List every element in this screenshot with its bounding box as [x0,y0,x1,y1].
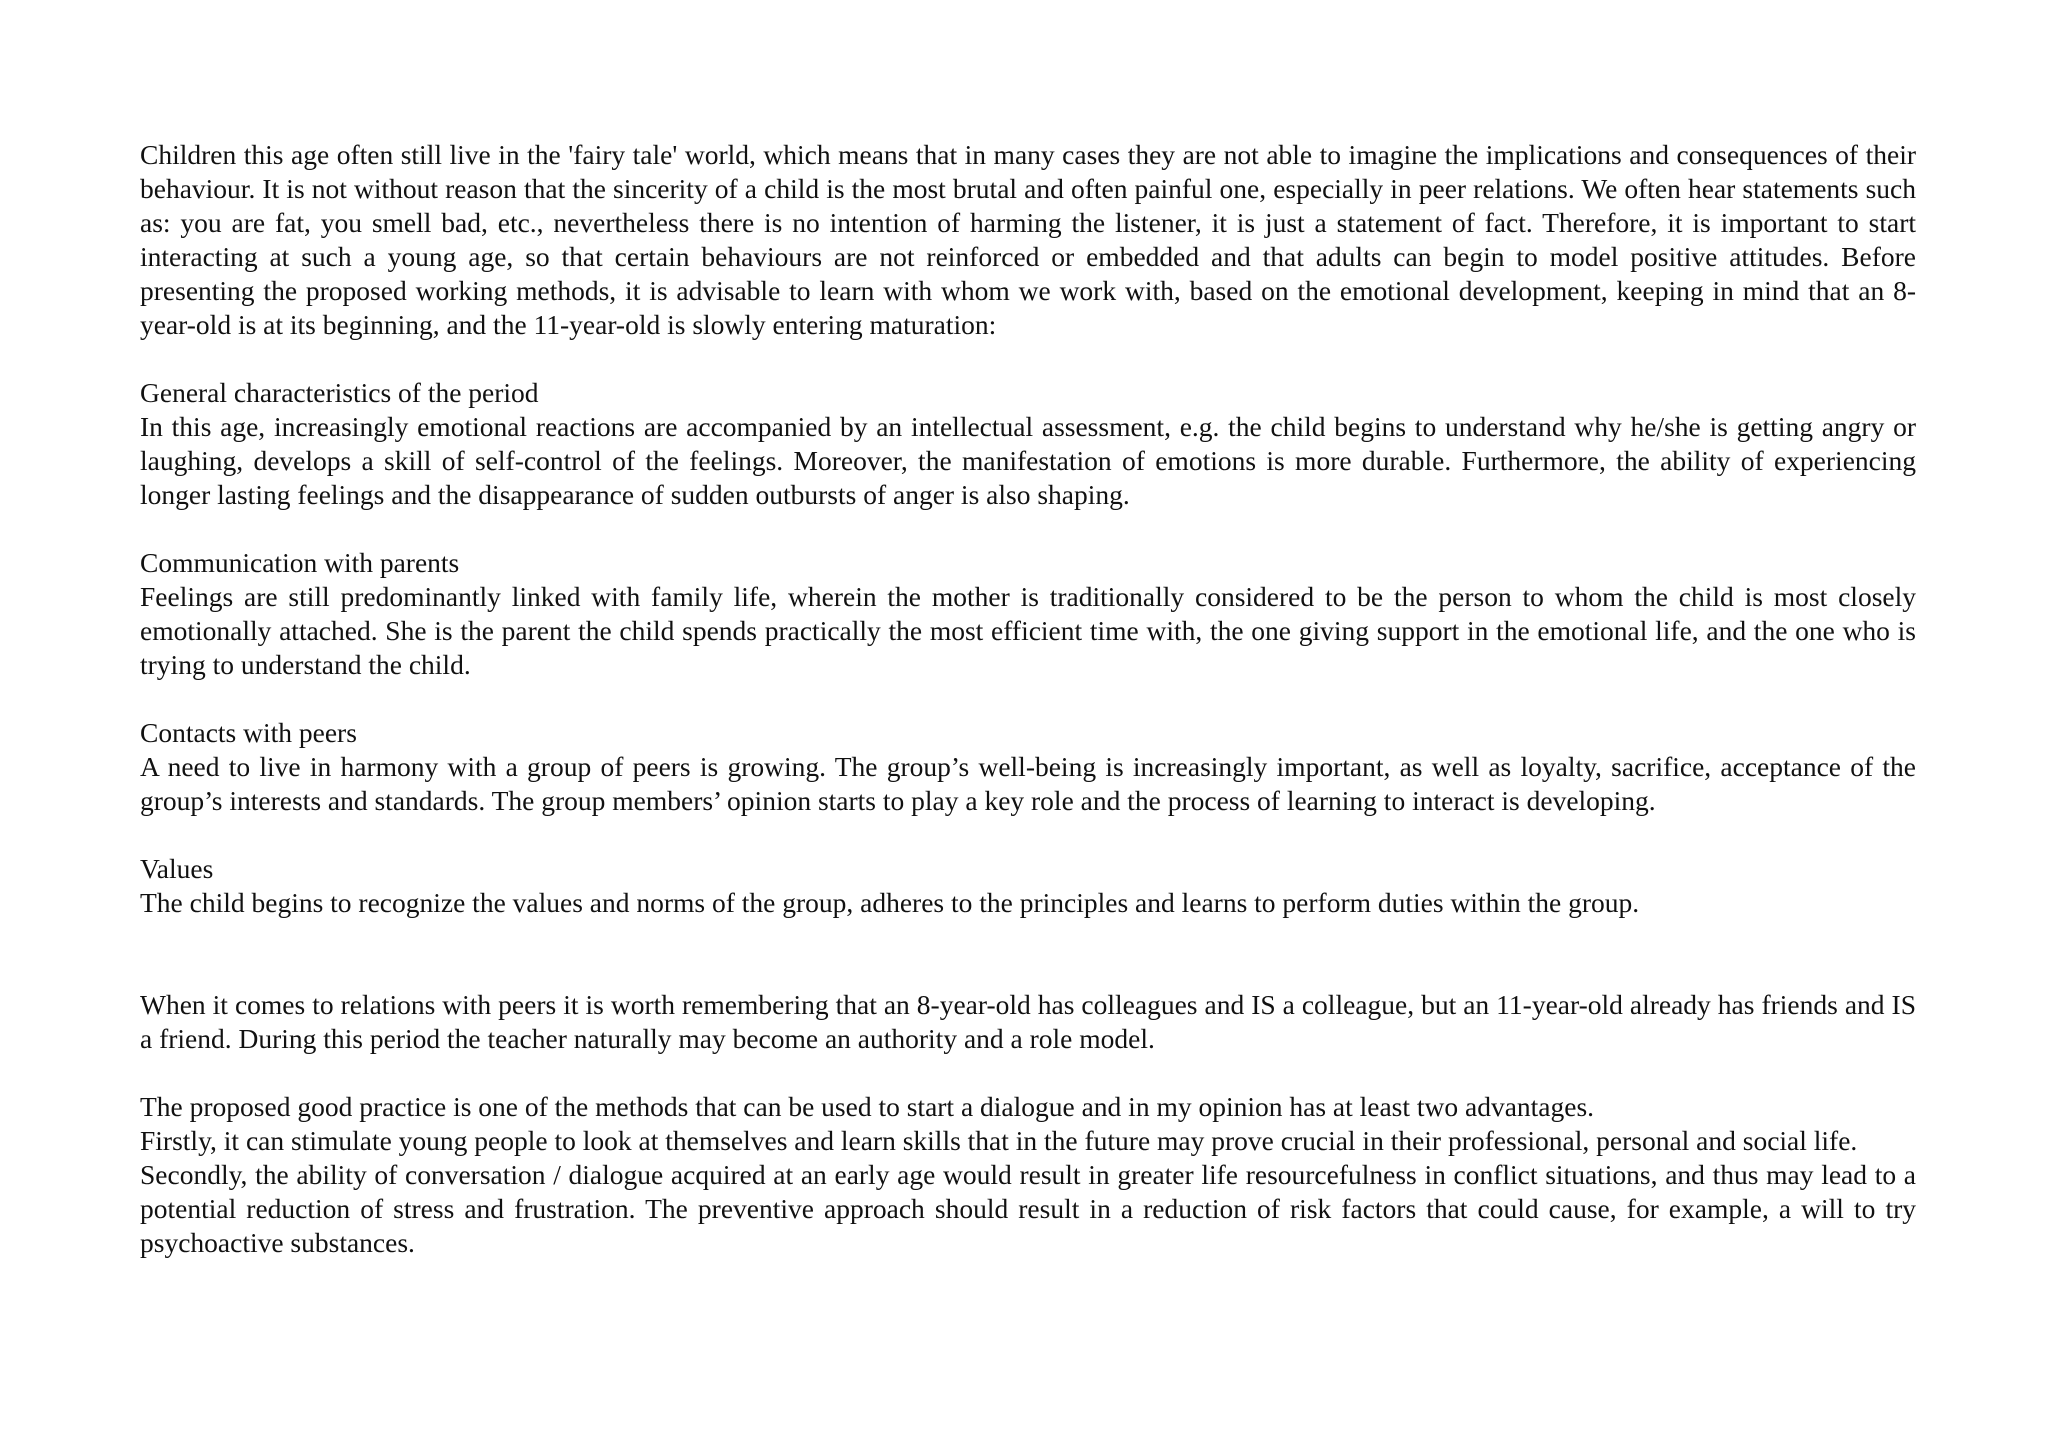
practice-secondly: Secondly, the ability of conversation / dialogue acquired at an early age would result in greater life resourcefulness in conflict situations, and thus may lead to a potential reduction of stress and frustration. The preventive approach should result in a reduction of risk factors that could cause, for example, a will to try psychoactive substances. [140,1159,1916,1258]
section-body-peers: A need to live in harmony with a group of peers is growing. The group’s well-being is increasingly important, as well as loyalty, sacrifice, acceptance of the group’s interests and standards. The group members’ opinion starts to play a key role and the process of learning to interact is developing. [140,751,1916,816]
spacer [140,342,1916,376]
document-page [140,138,1916,1260]
section-heading-values: Values [140,853,214,884]
spacer [140,920,1916,988]
section-body-parents: Feelings are still predominantly linked with family life, wherein the mother is traditionally considered to be the person to whom the child is most closely emotionally attached. She is the parent the child spends practically the most efficient time with, the one giving support in the emotional life, and the one who is trying to understand the child. [140,581,1916,680]
spacer [140,1056,1916,1090]
section-body-values: The child begins to recognize the values and norms of the group, adheres to the principles and learns to perform duties within the group. [140,887,1640,918]
section-heading-peers: Contacts with peers [140,717,357,748]
intro-paragraph: Children this age often still live in the 'fairy tale' world, which means that in many cases they are not able to imagine the implications and consequences of their behaviour. It is not without reason that the sincerity of a child is the most brutal and often painful one, especially in peer relations. We often hear statements such as: you are fat, you smell bad, etc., nevertheless there is no intention of harming the listener, it is just a statement of fact. Therefore, it is important to start interacting at such a young age, so that certain behaviours are not reinforced or embedded and that adults can begin to model positive attitudes. Before presenting the proposed working methods, it is advisable to learn with whom we work with, based on the emotional development, keeping in mind that an 8-year-old is at its beginning, and the 11-year-old is slowly entering maturation: [140,139,1916,340]
spacer [140,512,1916,546]
spacer [140,682,1916,716]
peers-paragraph: When it comes to relations with peers it is worth remembering that an 8-year-old has colleagues and IS a colleague, but an 11-year-old already has friends and IS a friend. During this period the teacher naturally may become an authority and a role model. [140,989,1916,1054]
section-heading-parents: Communication with parents [140,547,460,578]
section-body-general: In this age, increasingly emotional reactions are accompanied by an intellectual assessment, e.g. the child begins to understand why he/she is getting angry or laughing, develops a skill of self-control of the feelings. Moreover, the manifestation of emotions is more durable. Furthermore, the ability of experiencing longer lasting feelings and the disappearance of sudden outbursts of anger is also shaping. [140,411,1916,510]
spacer [140,818,1916,852]
practice-firstly: Firstly, it can stimulate young people to look at themselves and learn skills that in the future may prove crucial in their professional, personal and social life. [140,1125,1858,1156]
practice-lead: The proposed good practice is one of the methods that can be used to start a dialogue and in my opinion has at least two advantages. [140,1091,1595,1122]
section-heading-general: General characteristics of the period [140,377,539,408]
